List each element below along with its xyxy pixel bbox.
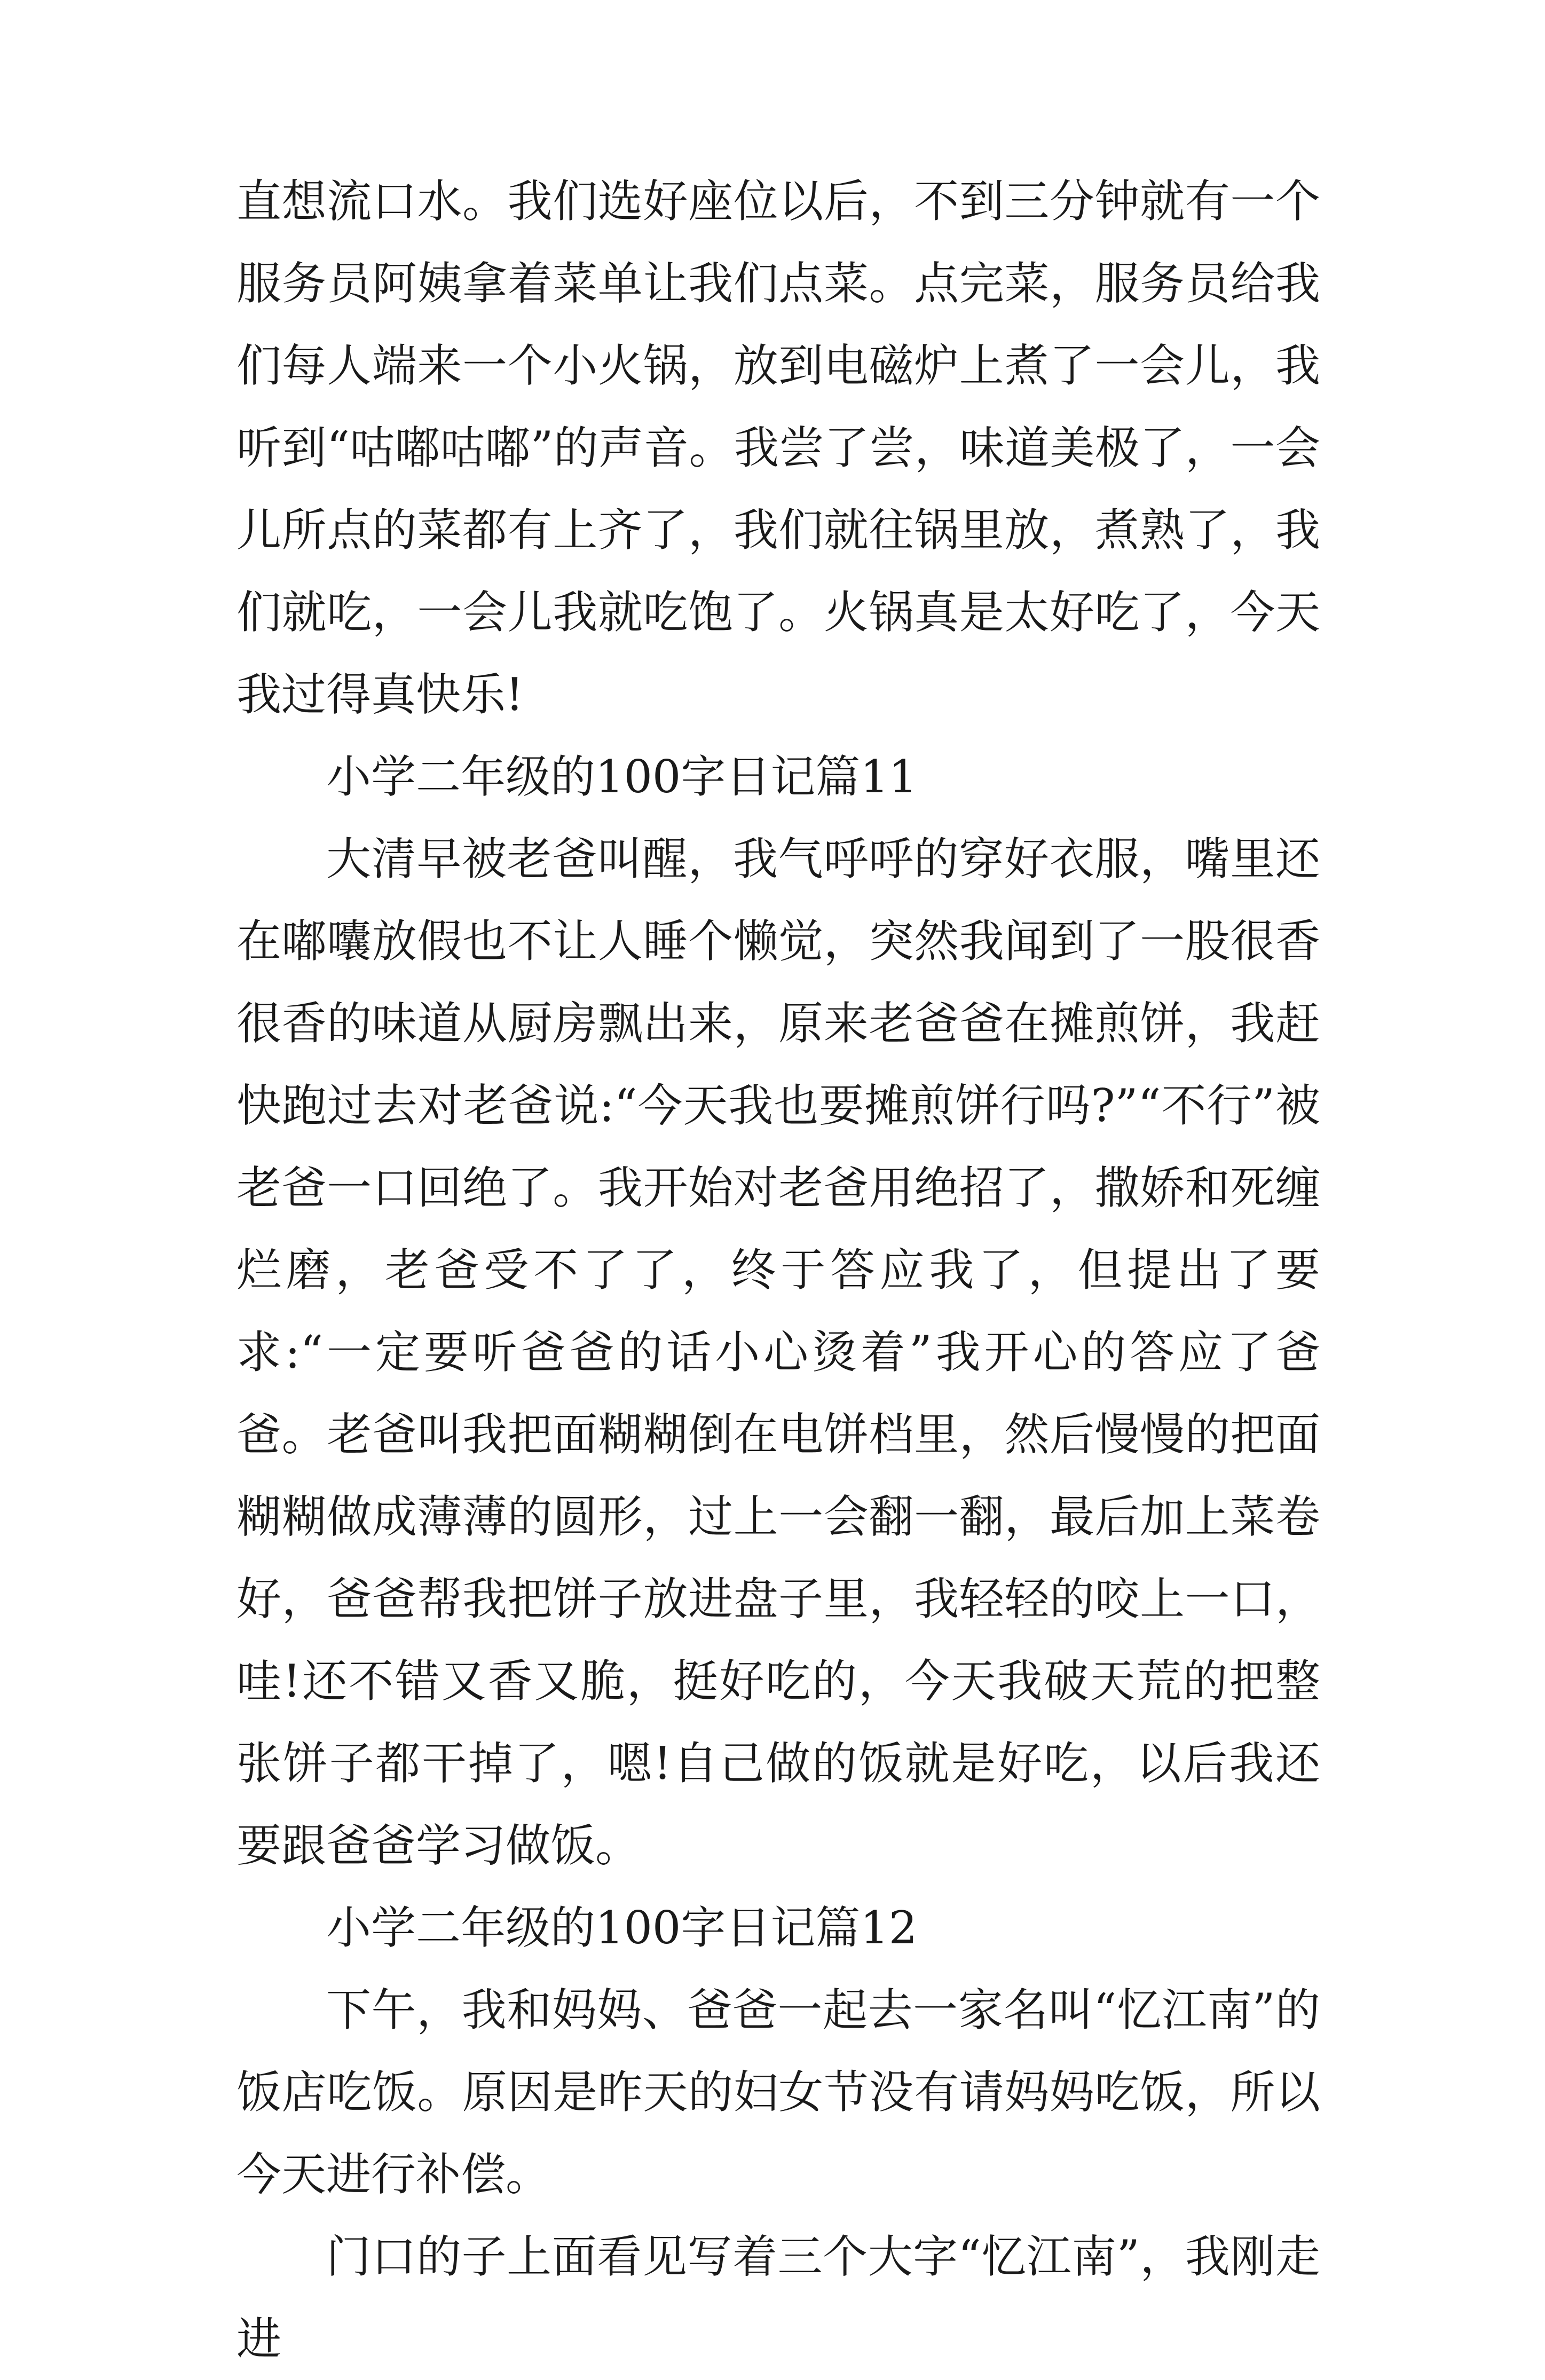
section-heading-12: 小学二年级的100字日记篇12 (326, 1902, 918, 1954)
document-body (237, 160, 1320, 2380)
section-heading-11: 小学二年级的100字日记篇11 (326, 751, 918, 803)
paragraph-diary-11: 大清早被老爸叫醒，我气呼呼的穿好衣服，嘴里还在嘟囔放假也不让人睡个懒觉，突然我闻到了一股很香很香的味道从厨房飘出来，原来老爸爸在摊煎饼，我赶快跑过去对老爸说:“今天我也要摊煎饼行吗?”“不行”被老爸一口回绝了。我开始对老爸用绝招了，撒娇和死缠烂磨，老爸受不了了，终于答应我了，但提出了要求:“一定要听爸爸的话小心烫着”我开心的答应了爸爸。老爸叫我把面糊糊倒在电饼档里，然后慢慢的把面糊糊做成薄薄的圆形，过上一会翻一翻，最后加上菜卷好，爸爸帮我把饼子放进盘子里，我轻轻的咬上一口，哇!还不错又香又脆，挺好吃的，今天我破天荒的把整张饼子都干掉了，嗯!自己做的饭就是好吃，以后我还要跟爸爸学习做饭。 (237, 833, 1320, 1872)
paragraph-continuation: 直想流口水。我们选好座位以后，不到三分钟就有一个服务员阿姨拿着菜单让我们点菜。点完菜，服务员给我们每人端来一个小火锅，放到电磁炉上煮了一会儿，我听到“咕嘟咕嘟”的声音。我尝了尝，味道美极了，一会儿所点的菜都有上齐了，我们就往锅里放，煮熟了，我们就吃，一会儿我就吃饱了。火锅真是太好吃了，今天我过得真快乐! (237, 175, 1320, 721)
paragraph-diary-12-intro: 下午，我和妈妈、爸爸一起去一家名叫“忆江南”的饭店吃饭。原因是昨天的妇女节没有请妈妈吃饭，所以今天进行补偿。 (237, 1984, 1320, 2201)
paragraph-diary-12-continued: 门口的子上面看见写着三个大字“忆江南”，我刚走进 (237, 2231, 1320, 2365)
